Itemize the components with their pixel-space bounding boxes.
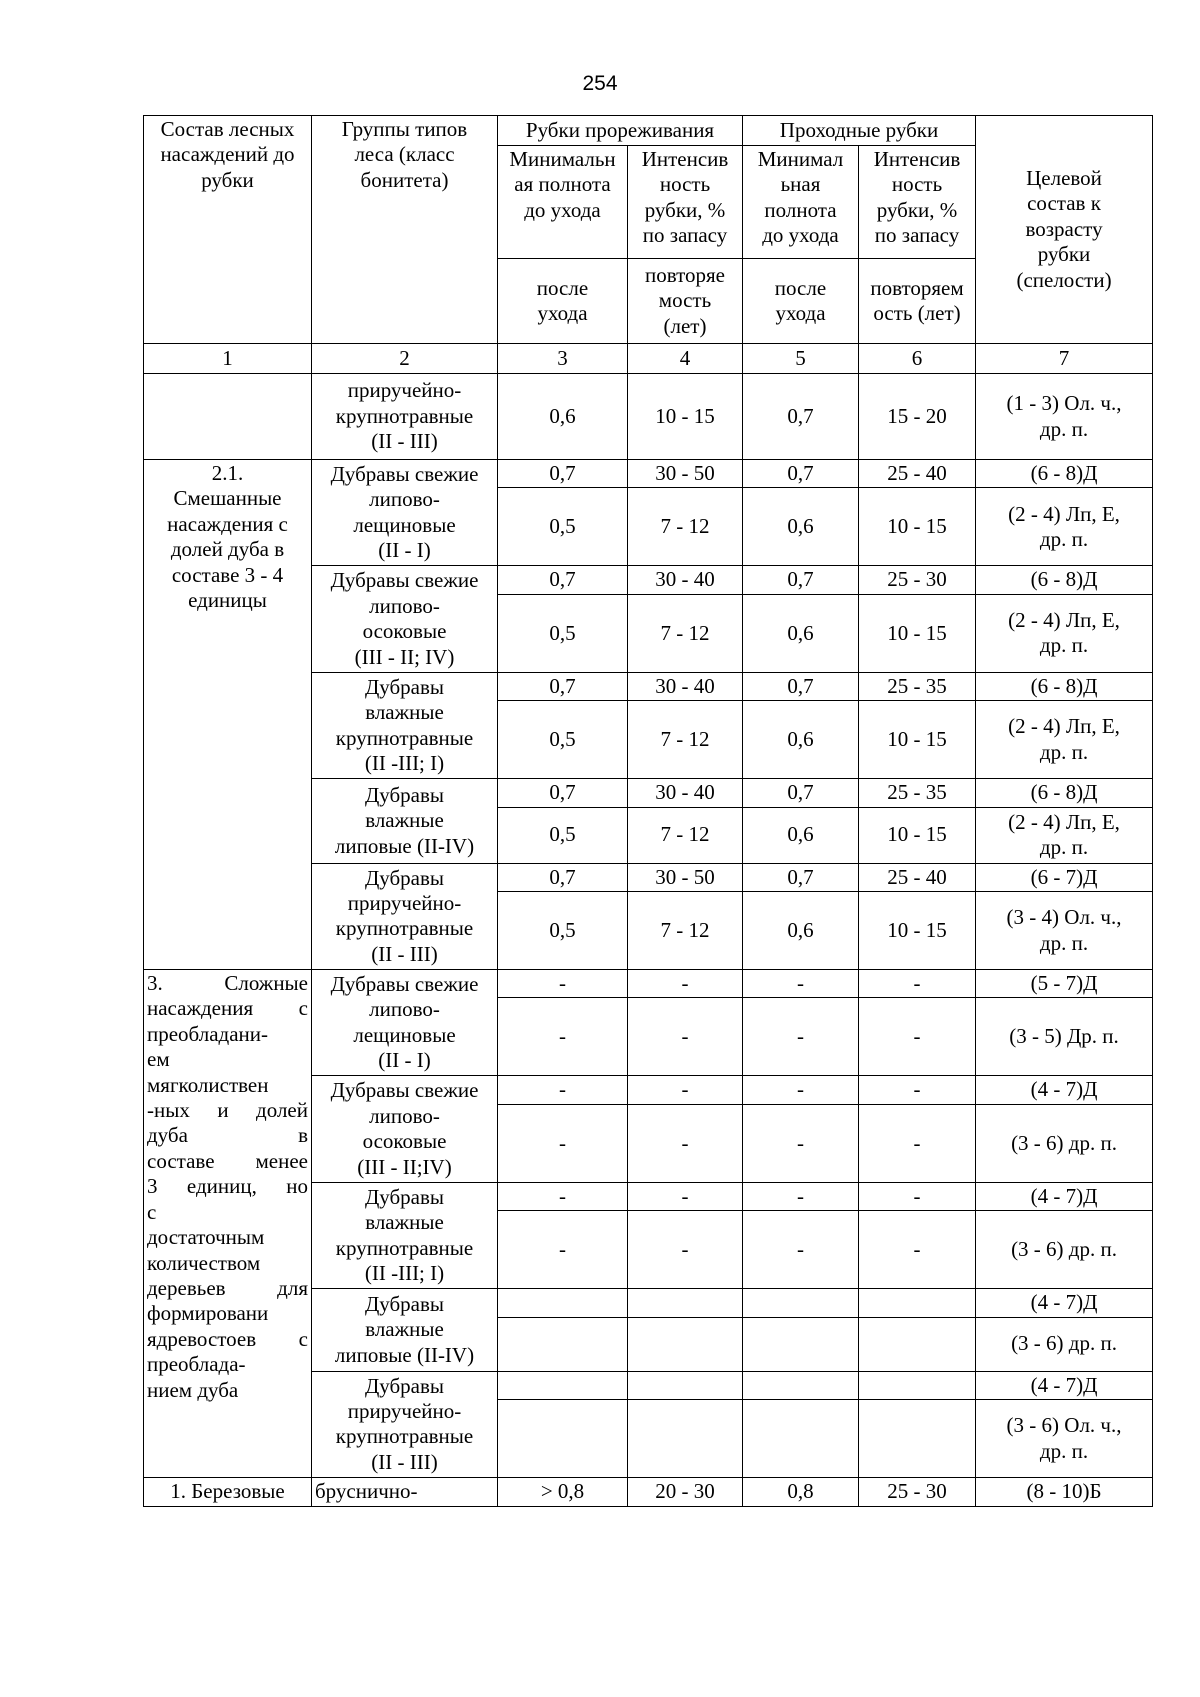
target-composition-cell: (2 - 4) Лп, Е, др. п. (976, 807, 1153, 863)
value-cell: 0,6 (743, 892, 859, 970)
value-cell: - (743, 1182, 859, 1210)
target-composition-cell: (4 - 7)Д (976, 1182, 1153, 1210)
value-cell: - (628, 1076, 743, 1104)
forest-type-cell: Дубравы влажные липовые (II-IV) (312, 1289, 498, 1371)
value-cell: 0,6 (743, 488, 859, 566)
composition-line: мягколиствен (147, 1072, 269, 1097)
composition-line: 3 единиц, но (147, 1174, 308, 1199)
composition-cell (144, 970, 312, 1478)
forest-type-cell: Дубравы свежие липово- лещиновые (II - I) (312, 460, 498, 566)
column-number: 5 (743, 344, 859, 374)
header-passing-after-care: после ухода (743, 259, 859, 344)
value-cell: - (628, 998, 743, 1076)
value-cell: 0,5 (498, 892, 628, 970)
value-cell: 10 - 15 (859, 594, 976, 672)
value-cell: 7 - 12 (628, 594, 743, 672)
target-composition-cell: (3 - 6) др. п. (976, 1104, 1153, 1182)
value-cell: - (498, 1211, 628, 1289)
forest-type-cell: Дубравы свежие липово- осоковые (III - II; IV) (312, 566, 498, 672)
value-cell: - (859, 998, 976, 1076)
value-cell (628, 1317, 743, 1371)
value-cell: 7 - 12 (628, 807, 743, 863)
forest-type-cell: Дубравы приручейно- крупнотравные (II - III) (312, 1371, 498, 1477)
forest-type-cell: Дубравы приручейно- крупнотравные (II - III) (312, 863, 498, 969)
value-cell: - (859, 1182, 976, 1210)
value-cell: 0,8 (743, 1478, 859, 1507)
target-composition-cell: (6 - 8)Д (976, 672, 1153, 700)
value-cell: 25 - 30 (859, 566, 976, 594)
value-cell: - (743, 998, 859, 1076)
composition-line: достаточным (147, 1225, 265, 1250)
value-cell: - (628, 1211, 743, 1289)
column-number: 7 (976, 344, 1153, 374)
value-cell: 0,7 (498, 863, 628, 891)
value-cell: - (498, 1182, 628, 1210)
value-cell: 30 - 40 (628, 566, 743, 594)
value-cell: 7 - 12 (628, 892, 743, 970)
composition-line: преобладани- (147, 1021, 268, 1046)
target-composition-cell: (3 - 5) Др. п. (976, 998, 1153, 1076)
column-number: 3 (498, 344, 628, 374)
value-cell: 25 - 40 (859, 863, 976, 891)
composition-cell: 1. Березовые (144, 1478, 312, 1507)
target-composition-cell: (3 - 6) др. п. (976, 1211, 1153, 1289)
value-cell: 7 - 12 (628, 701, 743, 779)
value-cell (628, 1400, 743, 1478)
value-cell (498, 1371, 628, 1399)
value-cell: - (743, 970, 859, 998)
composition-line: нием дуба (147, 1377, 239, 1402)
header-thinning-after-care: после ухода (498, 259, 628, 344)
value-cell (498, 1289, 628, 1317)
forest-type-cell: Дубравы влажные липовые (II-IV) (312, 779, 498, 863)
value-cell: 25 - 35 (859, 672, 976, 700)
value-cell: 10 - 15 (628, 374, 743, 460)
value-cell: 0,7 (498, 672, 628, 700)
value-cell (859, 1289, 976, 1317)
value-cell (859, 1317, 976, 1371)
target-composition-cell: (4 - 7)Д (976, 1289, 1153, 1317)
composition-line: количеством (147, 1250, 261, 1275)
value-cell: - (859, 1211, 976, 1289)
forest-thinning-table (143, 115, 1153, 1507)
composition-line: формировани (147, 1301, 269, 1326)
target-composition-cell: (2 - 4) Лп, Е, др. п. (976, 594, 1153, 672)
forest-type-cell: Дубравы влажные крупнотравные (II -III; I) (312, 672, 498, 778)
forest-type-cell: Дубравы свежие липово- лещиновые (II - I) (312, 970, 498, 1076)
value-cell: - (743, 1104, 859, 1182)
target-composition-cell: (4 - 7)Д (976, 1076, 1153, 1104)
target-composition-cell: (4 - 7)Д (976, 1371, 1153, 1399)
column-number: 2 (312, 344, 498, 374)
value-cell: 0,7 (743, 566, 859, 594)
target-composition-cell: (6 - 8)Д (976, 779, 1153, 807)
value-cell: - (743, 1211, 859, 1289)
composition-line: дуба в (147, 1123, 308, 1148)
target-composition-cell: (6 - 7)Д (976, 863, 1153, 891)
value-cell: - (743, 1076, 859, 1104)
composition-line: ем (147, 1047, 170, 1072)
target-composition-cell: (8 - 10)Б (976, 1478, 1153, 1507)
composition-line: деревьев для (147, 1275, 308, 1300)
value-cell (628, 1371, 743, 1399)
value-cell: 0,7 (743, 863, 859, 891)
header-thinning-min-density: Минимальн ая полнота до ухода (498, 146, 628, 259)
header-thinning-group: Рубки прореживания (498, 116, 743, 146)
value-cell: - (498, 1104, 628, 1182)
value-cell: 0,7 (498, 779, 628, 807)
composition-line: 3. Сложные (147, 971, 308, 996)
header-passing-repeat: повторяем ость (лет) (859, 259, 976, 344)
value-cell (859, 1400, 976, 1478)
column-number: 6 (859, 344, 976, 374)
value-cell: 25 - 35 (859, 779, 976, 807)
value-cell (498, 1400, 628, 1478)
value-cell: 10 - 15 (859, 488, 976, 566)
value-cell: 0,7 (498, 460, 628, 488)
target-composition-cell: (6 - 8)Д (976, 460, 1153, 488)
value-cell: 0,6 (743, 807, 859, 863)
header-thinning-repeat: повторяе мость (лет) (628, 259, 743, 344)
composition-line: составе менее (147, 1148, 308, 1173)
value-cell (743, 1371, 859, 1399)
header-passing-group: Проходные рубки (743, 116, 976, 146)
value-cell (628, 1289, 743, 1317)
target-composition-cell: (5 - 7)Д (976, 970, 1153, 998)
value-cell: 0,5 (498, 594, 628, 672)
value-cell: 0,7 (743, 779, 859, 807)
target-composition-cell: (2 - 4) Лп, Е, др. п. (976, 701, 1153, 779)
value-cell: 30 - 40 (628, 672, 743, 700)
target-composition-cell: (3 - 4) Ол. ч., др. п. (976, 892, 1153, 970)
column-number: 4 (628, 344, 743, 374)
value-cell: 0,5 (498, 807, 628, 863)
value-cell: 10 - 15 (859, 892, 976, 970)
header-passing-intensity: Интенсив ность рубки, % по запасу (859, 146, 976, 259)
header-target-composition: Целевой состав к возрасту рубки (спелости) (976, 116, 1153, 344)
value-cell: 30 - 40 (628, 779, 743, 807)
value-cell: 0,7 (743, 374, 859, 460)
composition-line: -ных и долей (147, 1098, 308, 1123)
target-composition-cell: (2 - 4) Лп, Е, др. п. (976, 488, 1153, 566)
forest-type-cell: Дубравы свежие липово- осоковые (III - II;IV) (312, 1076, 498, 1182)
target-composition-cell: (1 - 3) Ол. ч., др. п. (976, 374, 1153, 460)
value-cell: 0,7 (498, 566, 628, 594)
value-cell: - (498, 970, 628, 998)
value-cell: 0,7 (743, 672, 859, 700)
value-cell: 10 - 15 (859, 701, 976, 779)
composition-line: преоблада- (147, 1352, 246, 1377)
target-composition-cell: (3 - 6) Ол. ч., др. п. (976, 1400, 1153, 1478)
forest-type-cell: Дубравы влажные крупнотравные (II -III; I) (312, 1182, 498, 1288)
composition-line: с (147, 1199, 157, 1224)
value-cell: - (628, 1104, 743, 1182)
value-cell: 30 - 50 (628, 460, 743, 488)
value-cell: 0,5 (498, 488, 628, 566)
header-passing-min-density: Минимал ьная полнота до ухода (743, 146, 859, 259)
value-cell (743, 1400, 859, 1478)
value-cell: - (498, 1076, 628, 1104)
value-cell (859, 1371, 976, 1399)
value-cell: - (498, 998, 628, 1076)
value-cell: 20 - 30 (628, 1478, 743, 1507)
header-forest-groups: Группы типов леса (класс бонитета) (312, 116, 498, 344)
value-cell: > 0,8 (498, 1478, 628, 1507)
composition-line: насаждения с (147, 996, 308, 1021)
value-cell (743, 1289, 859, 1317)
target-composition-cell: (6 - 8)Д (976, 566, 1153, 594)
value-cell: - (628, 1182, 743, 1210)
value-cell: 10 - 15 (859, 807, 976, 863)
forest-type-cell: приручейно- крупнотравные (II - III) (312, 374, 498, 460)
composition-cell: 2.1. Смешанные насаждения с долей дуба в составе 3 - 4 единицы (144, 460, 312, 970)
value-cell (743, 1317, 859, 1371)
composition-cell-empty (144, 374, 312, 460)
value-cell: 0,6 (498, 374, 628, 460)
value-cell: - (628, 970, 743, 998)
value-cell: 0,6 (743, 701, 859, 779)
forest-type-cell: бруснично- (312, 1478, 498, 1507)
value-cell: - (859, 1104, 976, 1182)
value-cell: 15 - 20 (859, 374, 976, 460)
column-number: 1 (144, 344, 312, 374)
value-cell: - (859, 970, 976, 998)
value-cell: 30 - 50 (628, 863, 743, 891)
header-thinning-intensity: Интенсив ность рубки, % по запасу (628, 146, 743, 259)
target-composition-cell: (3 - 6) др. п. (976, 1317, 1153, 1371)
composition-line: ядревостоев с (147, 1326, 308, 1351)
page-number: 254 (582, 72, 618, 95)
value-cell: 0,7 (743, 460, 859, 488)
value-cell: - (859, 1076, 976, 1104)
value-cell: 25 - 40 (859, 460, 976, 488)
value-cell: 7 - 12 (628, 488, 743, 566)
value-cell: 25 - 30 (859, 1478, 976, 1507)
value-cell (498, 1317, 628, 1371)
value-cell: 0,6 (743, 594, 859, 672)
value-cell: 0,5 (498, 701, 628, 779)
header-composition: Состав лесных насаждений до рубки (144, 116, 312, 344)
